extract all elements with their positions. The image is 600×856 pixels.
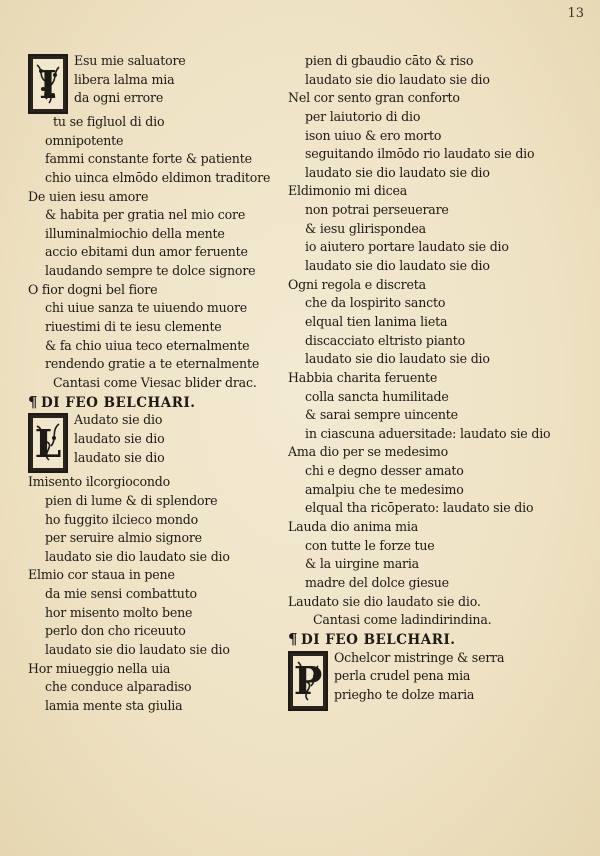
decorated-initial-p — [288, 651, 328, 711]
verse-line: in ciascuna aduersitade: laudato sie dio — [305, 425, 551, 441]
verse-line: omnipotente — [45, 132, 124, 148]
verse-line: & habita per gratia nel mio core — [45, 207, 246, 223]
stanza-with-initial — [288, 649, 553, 711]
stanza-with-initial — [28, 411, 293, 473]
verse-line: laudato sie dio laudato sie dio — [305, 351, 490, 367]
verse-line: amalpiu che te medesimo — [305, 481, 464, 497]
verse-line: laudato sie dio laudato sie dio — [45, 548, 230, 564]
verse-line: con tutte le forze tue — [305, 537, 435, 553]
verse-line: Nel cor sento gran conforto — [288, 90, 460, 106]
verse-line: Lauda dio anima mia — [288, 519, 419, 535]
verse-line: & la uirgine maria — [305, 556, 419, 572]
verse-line: Imisento ilcorgiocondo — [28, 474, 170, 490]
verse-line: & fa chio uiua teco eternalmente — [45, 337, 250, 353]
verse-line: De uien iesu amore — [28, 188, 149, 204]
verse-line: madre del dolce giesue — [305, 574, 449, 590]
verse-line: discacciato eltristo pianto — [305, 332, 466, 348]
verse-line: Ogni regola e discreta — [288, 276, 426, 292]
verse-line: & sarai sempre uincente — [305, 407, 458, 423]
verse-line: Ochelcor mistringe & serra — [334, 649, 505, 665]
verse-line: O fior dogni bel fiore — [28, 281, 158, 297]
verse-line: tu se figluol di dio — [53, 114, 165, 129]
verse-line: Laudato sie dio laudato sie dio. — [288, 593, 481, 609]
verse-line: Eldimonio mi dicea — [288, 183, 408, 199]
verse-line: riuestimi di te iesu clemente — [45, 319, 222, 335]
verse-line: ho fuggito ilcieco mondo — [45, 511, 198, 527]
verse-line: accio ebitami dun amor feruente — [45, 244, 248, 260]
verse-line: non potrai perseuerare — [305, 202, 449, 218]
tune-instruction: Cantasi come Viesac blider drac. — [53, 374, 257, 390]
verse-line: & iesu glirispondea — [305, 220, 426, 236]
verse-line: laudato sie dio — [74, 449, 165, 465]
verse-line: perlo don cho riceuuto — [45, 623, 186, 639]
verse-line: io aiutero portare laudato sie dio — [305, 239, 509, 255]
verse-line: Habbia charita feruente — [288, 369, 438, 385]
section-heading — [28, 393, 293, 412]
verse-line: pien di lume & di splendore — [45, 492, 218, 508]
verse-line: chi e degno desser amato — [305, 463, 464, 479]
verse-line: elqual tien lanima lieta — [305, 313, 448, 329]
verse-line: colla sancta humilitade — [305, 388, 449, 404]
right-column — [288, 52, 553, 711]
verse-line: pien di gbaudio cāto & riso — [305, 53, 474, 68]
verse-line: che da lospirito sancto — [305, 295, 446, 311]
verse-line: hor misento molto bene — [45, 604, 193, 620]
verse-line: che conduce alparadiso — [45, 679, 192, 695]
initial-letter: P — [293, 658, 323, 703]
verse-line: laudato sie dio laudato sie dio — [305, 71, 490, 87]
verse-line: per laiutorio di dio — [305, 108, 421, 124]
verse-line: laudato sie dio — [74, 430, 165, 446]
verse-line: laudando sempre te dolce signore — [45, 263, 256, 279]
verse-line: chio uinca elmōdo eldimon traditore — [45, 169, 271, 185]
verse-line: lamia mente sta giulia — [45, 697, 183, 713]
initial-letter: I — [39, 61, 57, 107]
verse-line: Esu mie saluatore — [74, 53, 186, 68]
decorated-initial-l — [28, 413, 68, 473]
initial-letter: L — [34, 420, 62, 466]
verse-line: Audato sie dio — [74, 412, 163, 428]
verse-line: Ama dio per se medesimo — [288, 444, 449, 460]
verse-line: priegho te dolze maria — [334, 686, 475, 702]
folio-number: 13 — [567, 6, 584, 21]
verse-line: elqual tha ricōperato: laudato sie dio — [305, 500, 534, 516]
left-column — [28, 52, 293, 716]
verse-line: laudato sie dio laudato sie dio — [305, 258, 490, 274]
heading-text: DI FEO BELCHARI. — [301, 631, 456, 648]
pilcrow-icon: ¶ — [288, 629, 299, 648]
verse-line: da mie sensi combattuto — [45, 586, 197, 602]
opening-stanza — [28, 52, 293, 114]
verse-line: laudato sie dio laudato sie dio — [305, 164, 490, 180]
verse-line: da ogni errore — [74, 90, 164, 106]
verse-line: fammi constante forte & patiente — [45, 151, 252, 167]
pilcrow-icon: ¶ — [28, 392, 39, 411]
verse-line: ison uiuo & ero morto — [305, 127, 442, 143]
verse-line: rendendo gratie a te eternalmente — [45, 356, 260, 372]
verse-line: Elmio cor staua in pene — [28, 567, 175, 583]
verse-line: laudato sie dio laudato sie dio — [45, 642, 230, 658]
section-heading — [288, 630, 553, 649]
verse-line: illuminalmiochio della mente — [45, 225, 225, 241]
verse-line: per seruire almio signore — [45, 530, 202, 546]
verse-line: libera lalma mia — [74, 71, 175, 87]
verse-line: seguitando ilmōdo rio laudato sie dio — [305, 146, 535, 162]
tune-instruction: Cantasi come ladindirindina. — [313, 612, 492, 628]
decorated-initial-i — [28, 54, 68, 114]
heading-text: DI FEO BELCHARI. — [41, 394, 196, 411]
verse-line: perla crudel pena mia — [334, 668, 471, 684]
verse-line: chi uiue sanza te uiuendo muore — [45, 300, 248, 316]
verse-line: Hor miueggio nella uia — [28, 660, 171, 676]
